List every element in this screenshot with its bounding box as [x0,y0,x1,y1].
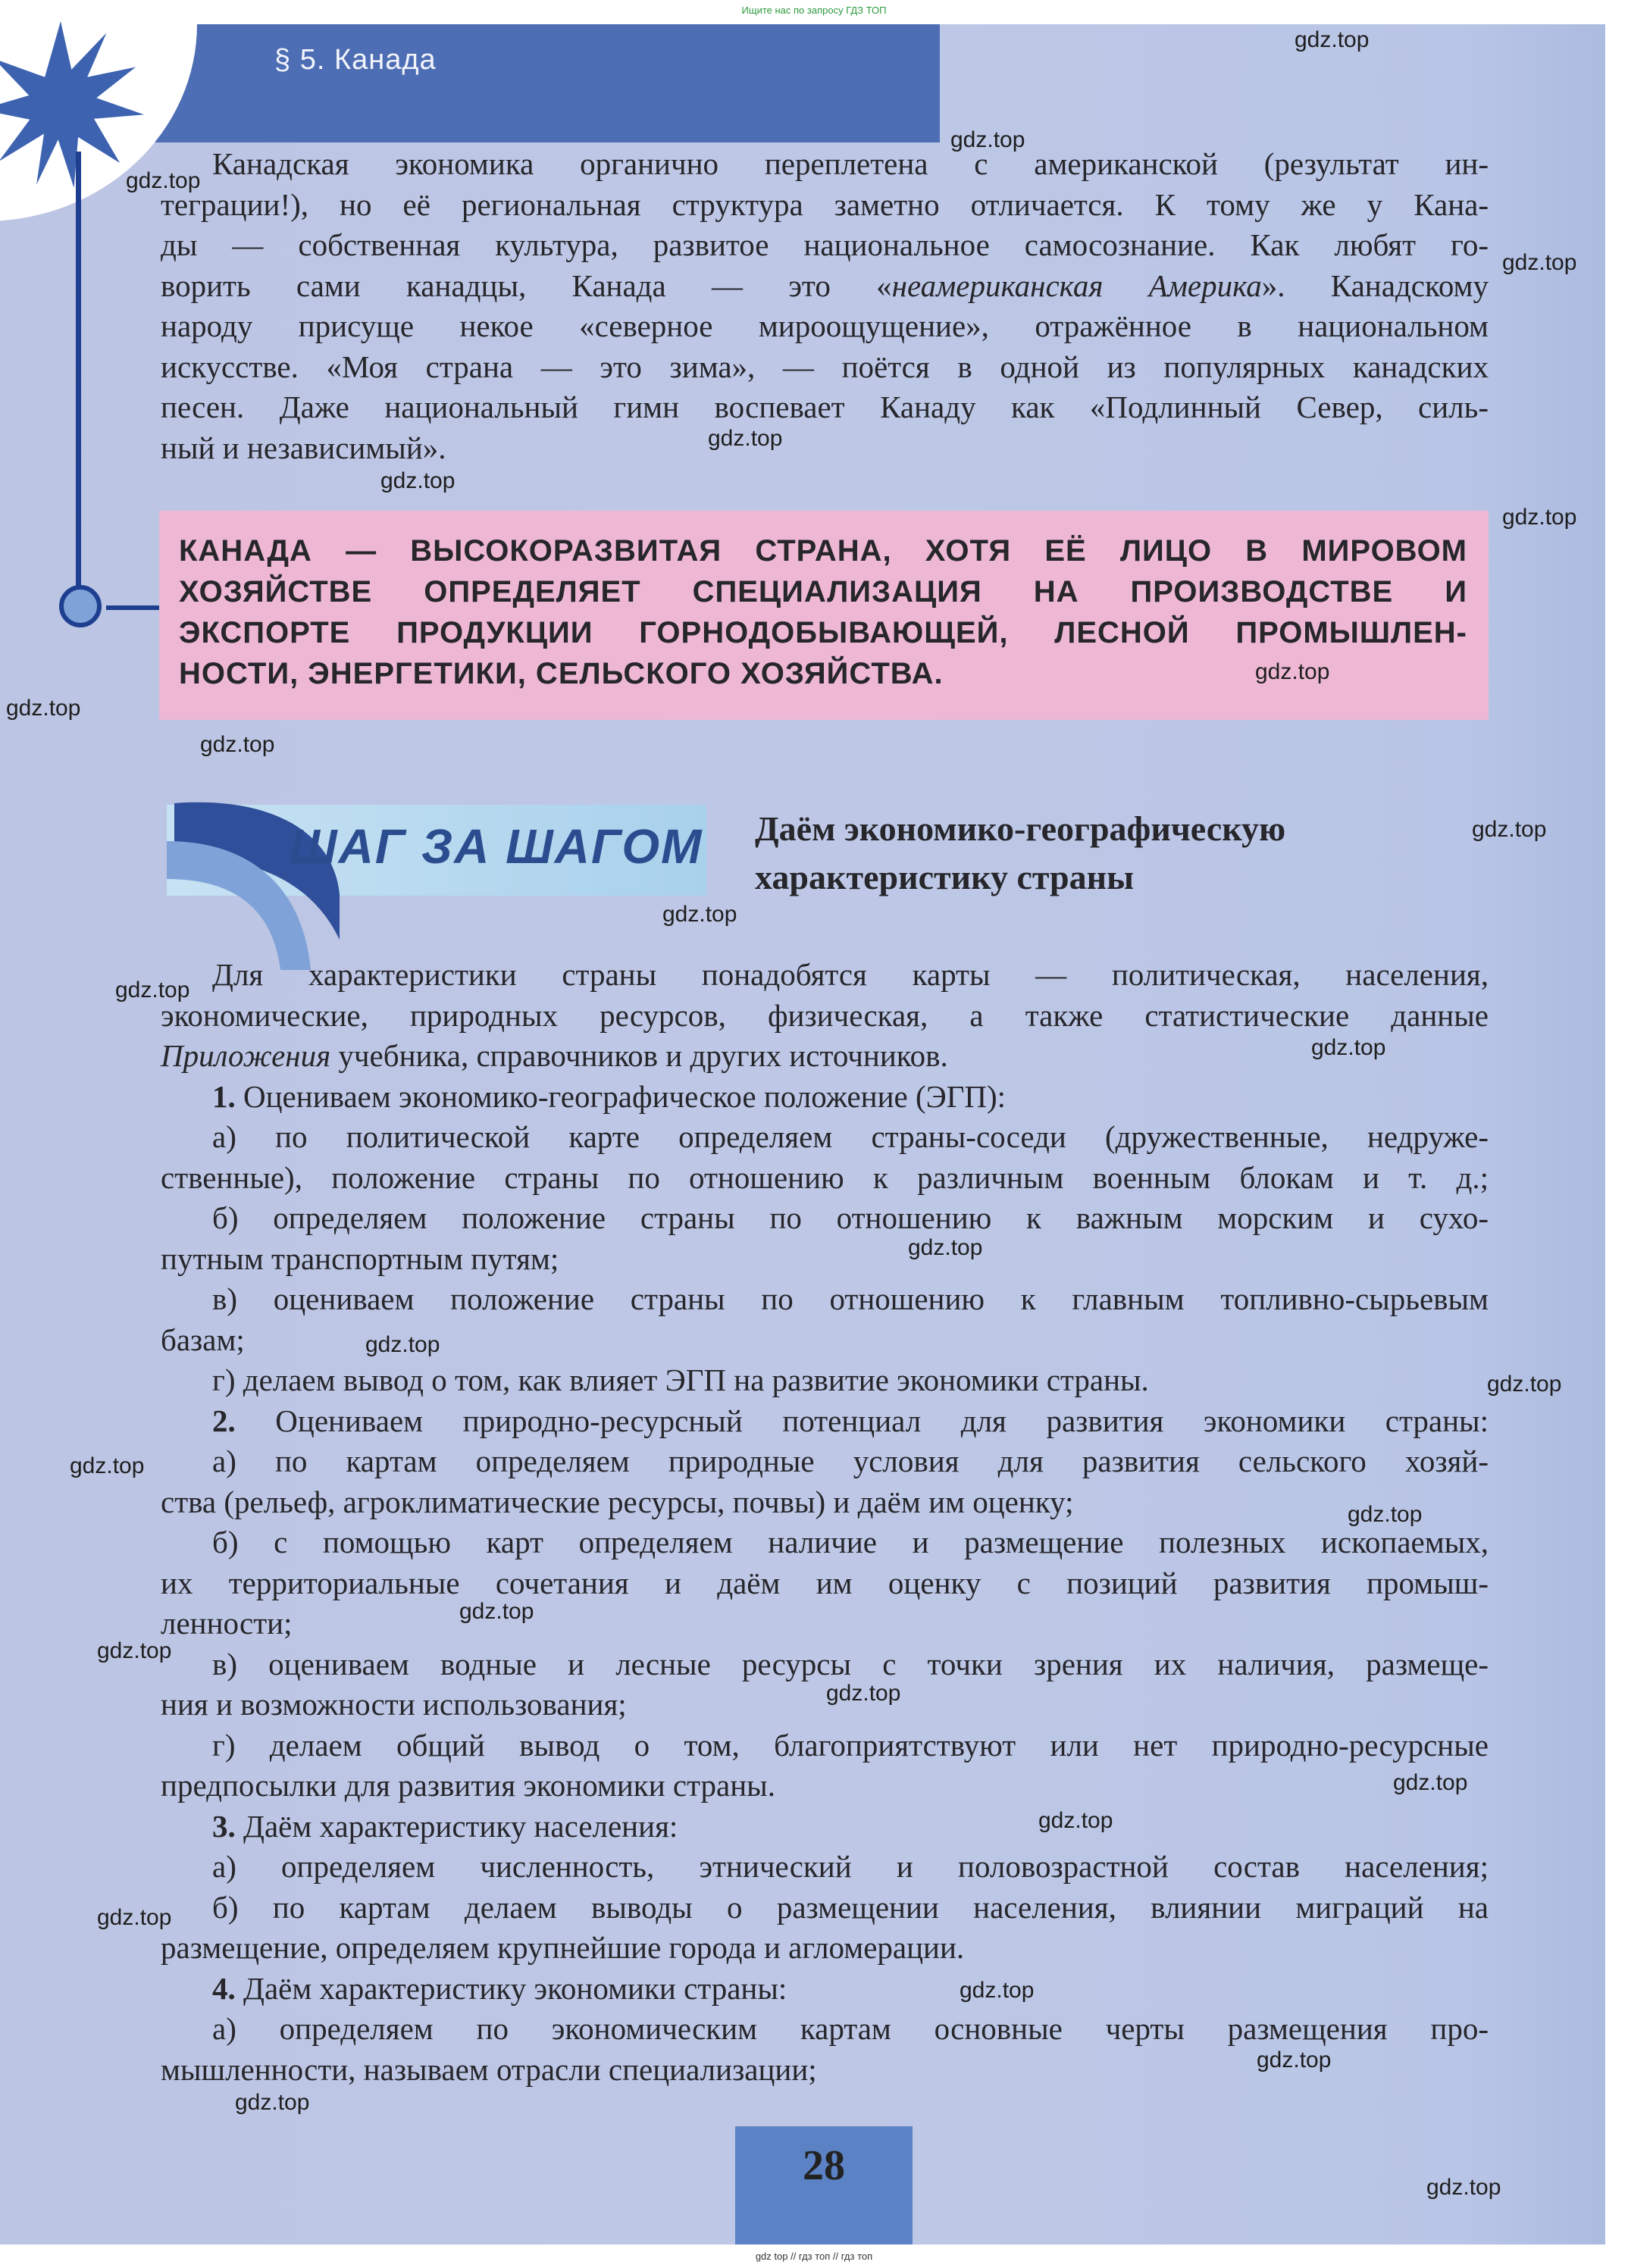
watermark: gdz.top [115,978,190,1003]
watermark: gdz.top [1393,1770,1468,1795]
text-line: ды — собственная культура, развитое национальное самосознание. Как любят го- [161,227,1489,262]
text-line: ный и независимый». [161,430,446,465]
watermark: gdz.top [97,1638,172,1663]
text-line: их территориальные сочетания и даём им оценку с позиций развития промыш- [161,1565,1489,1600]
watermark: gdz.top [1038,1808,1113,1833]
watermark: gdz.top [1255,659,1330,684]
bullet-connector [106,605,167,610]
text-line: предпосылки для развития экономики страны. [161,1768,775,1803]
watermark: gdz.top [950,127,1025,152]
text-line: в) оцениваем водные и лесные ресурсы с точки зрения их наличия, размеще- [212,1646,1489,1681]
watermark: gdz.top [1257,2047,1332,2072]
step-heading-3: 3. Даём характеристику населения: [212,1808,678,1844]
callout-line: ЭКСПОРТЕ ПРОДУКЦИИ ГОРНОДОБЫВАЮЩЕЙ, ЛЕСНОЙ ПРОМЫШЛЕН- [179,616,1467,649]
bottom-note[interactable]: gdz top // гдз топ // гдз топ [755,2251,873,2262]
step-heading-line: характеристику страны [755,858,1135,896]
swoosh-icon [159,788,341,978]
step-heading-4: 4. Даём характеристику экономики страны: [212,1970,787,2006]
text-line: ства (рельеф, агроклиматические ресурсы, почвы) и даём им оценку; [161,1484,1074,1519]
text-line: б) определяем положение страны по отношению к важным морским и сухо- [212,1200,1489,1235]
text-line: б) по картам делаем выводы о размещении населения, влиянии миграций на [212,1889,1489,1925]
text-line: теграции!), но её региональная структура заметно отличается. К тому же у Кана- [161,186,1489,222]
step-heading-2: 2. Оцениваем природно-ресурсный потенциал для развития экономики страны: [212,1403,1489,1438]
section-title: § 5. Канада [274,44,437,76]
text-line: Канадская экономика органично переплетена с американской (результат ин- [212,146,1489,181]
step-heading [755,805,1285,902]
watermark: gdz.top [1487,1372,1562,1397]
watermark: gdz.top [1502,250,1577,275]
text-line: ственные), положение страны по отношению к различным военным блокам и т. д.; [161,1159,1489,1195]
text-line: а) определяем по экономическим картам основные черты размещения про- [212,2011,1489,2046]
text-line: г) делаем общий вывод о том, благоприятствуют или нет природно-ресурсные [212,1727,1489,1763]
text-line: Приложения учебника, справочников и других источников. [161,1038,948,1073]
text-line: а) по политической карте определяем страны-соседи (дружественные, недруже- [212,1119,1489,1154]
watermark: gdz.top [908,1235,983,1260]
watermark: gdz.top [200,732,275,757]
watermark: gdz.top [1472,817,1547,842]
text-line: ворить сами канадцы, Канада — это «неамериканская Америка». Канадскому [161,267,1489,303]
watermark: gdz.top [1348,1502,1423,1527]
watermark: gdz.top [826,1681,901,1706]
text-line: а) определяем численность, этнический и половозрастной состав населения; [212,1849,1489,1884]
text-line: ленности; [161,1606,293,1641]
margin-rule [76,152,81,608]
text-line: мышленности, называем отрасли специализации; [161,2051,817,2087]
top-search-note[interactable]: Ищите нас по запросу ГДЗ ТОП [741,5,887,16]
text-line: искусстве. «Моя страна — это зима», — поётся в одной из популярных канадских [161,349,1489,384]
text-line: экономические, природных ресурсов, физическая, а также статистические данные [161,997,1489,1033]
steps-body [161,955,1489,2090]
step-heading-line: Даём экономико-географическую [755,809,1286,848]
text-line: песен. Даже национальный гимн воспевает Канаду как «Подлинный Север, силь- [161,389,1489,424]
watermark: gdz.top [380,468,456,493]
text-line: г) делаем вывод о том, как влияет ЭГП на развитие экономики страны. [212,1362,1149,1397]
watermark: gdz.top [662,902,737,927]
watermark: gdz.top [960,1978,1035,2003]
watermark: gdz.top [97,1905,172,1930]
text-line: размещение, определяем крупнейшие города и агломерации. [161,1930,965,1965]
italic-phrase: неамериканская Америка [891,267,1262,303]
step-heading-1: 1. Оцениваем экономико-географическое положение (ЭГП): [212,1078,1007,1114]
callout-line: НОСТИ, ЭНЕРГЕТИКИ, СЕЛЬСКОГО ХОЗЯЙСТВА. [179,657,944,690]
step-banner-label: ШАГ ЗА ШАГОМ [290,819,703,874]
star-emblem-icon [0,21,144,188]
text-line: путным транспортным путям; [161,1240,559,1276]
text-line: Для характеристики страны понадобятся карты — политическая, населения, [212,957,1489,992]
italic-word: Приложения [161,1038,331,1073]
callout-line: КАНАДА — ВЫСОКОРАЗВИТАЯ СТРАНА, ХОТЯ ЕЁ ЛИЦО В МИРОВОМ [179,534,1467,568]
watermark: gdz.top [70,1453,145,1478]
intro-paragraph [161,144,1489,468]
watermark: gdz.top [126,168,201,193]
page-number: 28 [803,2142,845,2189]
watermark: gdz.top [1502,505,1577,530]
text-line: б) с помощью карт определяем наличие и размещение полезных ископаемых, [212,1525,1489,1559]
bullet-circle-icon [59,585,102,627]
text-line: в) оцениваем положение страны по отношению к главным топливно-сырьевым [212,1281,1489,1316]
text-line: народу присуще некое «северное мироощущение», отражённое в национальном [161,308,1489,343]
watermark: gdz.top [708,426,783,451]
text-line: ния и возможности использования; [161,1687,627,1722]
right-margin [1605,0,1628,2268]
watermark: gdz.top [365,1332,440,1357]
text-line: а) по картам определяем природные условия для развития сельского хозяй- [212,1444,1489,1478]
watermark: gdz.top [1311,1035,1386,1060]
watermark: gdz.top [1426,2175,1501,2200]
watermark: gdz.top [6,696,81,721]
watermark: gdz.top [459,1599,534,1624]
watermark: gdz.top [235,2090,310,2115]
watermark: gdz.top [1295,27,1370,52]
text-line: базам; [161,1322,245,1357]
callout-line: ХОЗЯЙСТВЕ ОПРЕДЕЛЯЕТ СПЕЦИАЛИЗАЦИЯ НА ПРОИЗВОДСТВЕ И [179,575,1467,608]
